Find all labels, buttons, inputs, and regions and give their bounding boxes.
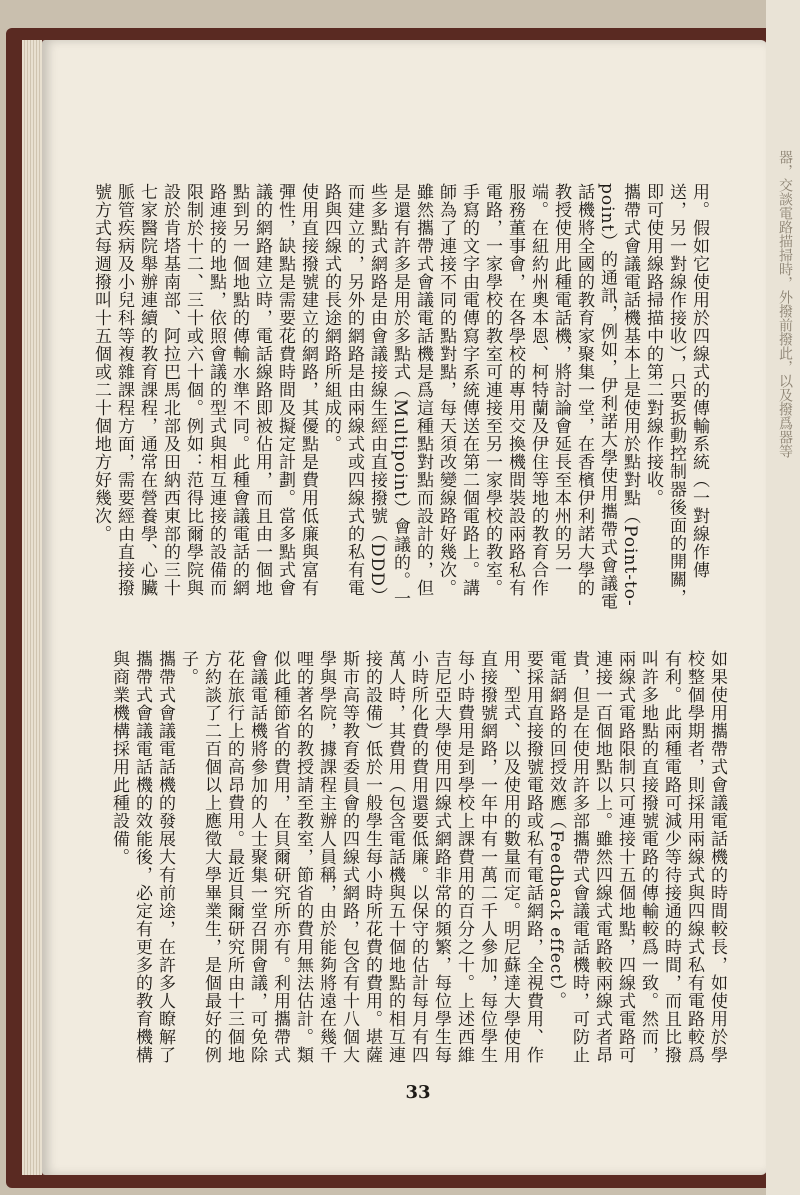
page-edge-stack <box>22 40 42 1175</box>
adjacent-page-text: 器，交談電路描掃時，外撥前撥此，以及撥爲器等 <box>777 150 793 458</box>
text-block-lower: 如果使用攜帶式會議電話機的時間較長，如使用於學校整個學期者，則採用兩線式與四線式私有電路較爲有利。此兩種電路可減少等待接通的時間，而且比撥叫許多地點的直接撥號電路的傳輸較爲一致。然而，兩線式電路限制只可連接十五個地點，四線式電路可連接一百個地點以上。雖然四線式電路較兩線式者昂貴，但是在使用許多部攜帶式會議電話機時，可防止電話網路的回授效應（Feedback effect）。 要採用直接撥號電路或私有電話網路，全視費用、作用、型式、以及使用的數量而定。明尼蘇達大學使用直接撥號網路，一年中有一萬二千人參加，每位學生每小時費用是到學校上課費用的百分之十。上述西維吉尼亞大學使用四線式網路非常的頻繁，每位學生每小時所化費的費用還要低廉。以保守的估計每月有四萬人時，其費用（包含電話機與五十個地點的相互連接的設備）低於一般學生每小時所花費的費用。堪薩斯市高等教育委員會的四線式網路，包含有十八個大學與學院，據課程主辦人員稱，由於能夠將遠在幾千哩的著名的教授請至教室，節省的費用無法估計。類似此種節省的費用，在貝爾研究所亦有。利用攜帶式會議電話機將參加的人士聚集一堂召開會議，可免除花在旅行上的高昂費用。最近貝爾研究所由十三個地方約談了二百個以上應徵大學畢業生，是個最好的例子。 攜帶式會議電話機的發展大有前途，在許多人瞭解了攜帶式會議電話機的效能後，必定有更多的教育機構與商業機構採用此種設備。 <box>109 650 727 1064</box>
page-number: 33 <box>405 1082 431 1103</box>
adjacent-page <box>766 0 800 1195</box>
text-block-upper: 用。假如它使用於四線式的傳輸系統（一對線作傳送，另一對線作接收），只要扳動控制器後面的開關，即可使用線路掃描中的第二對線作接收。 攜帶式會議電話機基本上是使用於點對點（Point-to-point）的通訊，例如，伊利諾大學使用攜帶式會議電話機將全國的教育家聚集一堂，在香檳伊利諾大學的教授使用此種電話機，將討論會延長至本州的另一端。在紐約州奧本恩、柯特蘭及伊住等地的教育合作服務董事會，在各學校的專用交換機間裝設兩路私有電路，一家學校的教室可連接至另一家學校的教室。手寫的文字由電傳寫字系統傳送在第二個電路上。講師為了連接不同的點對點，每天須改變線路好幾次。 雖然攜帶式會議電話機是爲這種點對點而設計的，但是還有許多是用於多點式（Multipoint）會議的。一些多點式網路是由會議接線生經由直接撥號（DDD）而建立的，另外的網路是由兩線式或四線式的私有電路與四線式的長途網路所組成的。 使用直接撥號建立的網路，其優點是費用低廉與富有彈性，缺點是需要花費時間及擬定計劃。當多點式會議的網路建立時，電話線路即被佔用，而且由一個地點到另一個地點的傳輸水準不同。此種會議電話的網路連接的地點，依照會議的型式與相互連接的設備而限制於十二、三十或六十個。例如：范得比爾學院與設於肯塔基南部、阿拉巴馬北部及田納西東部的三十七家醫院舉辦連續的教育課程，通常在營養學、心臟脈管疾病及小兒科等複雜課程方面，需要經由直接撥號方式每週撥叫十五個或二十個地方好幾次。 <box>91 183 709 611</box>
